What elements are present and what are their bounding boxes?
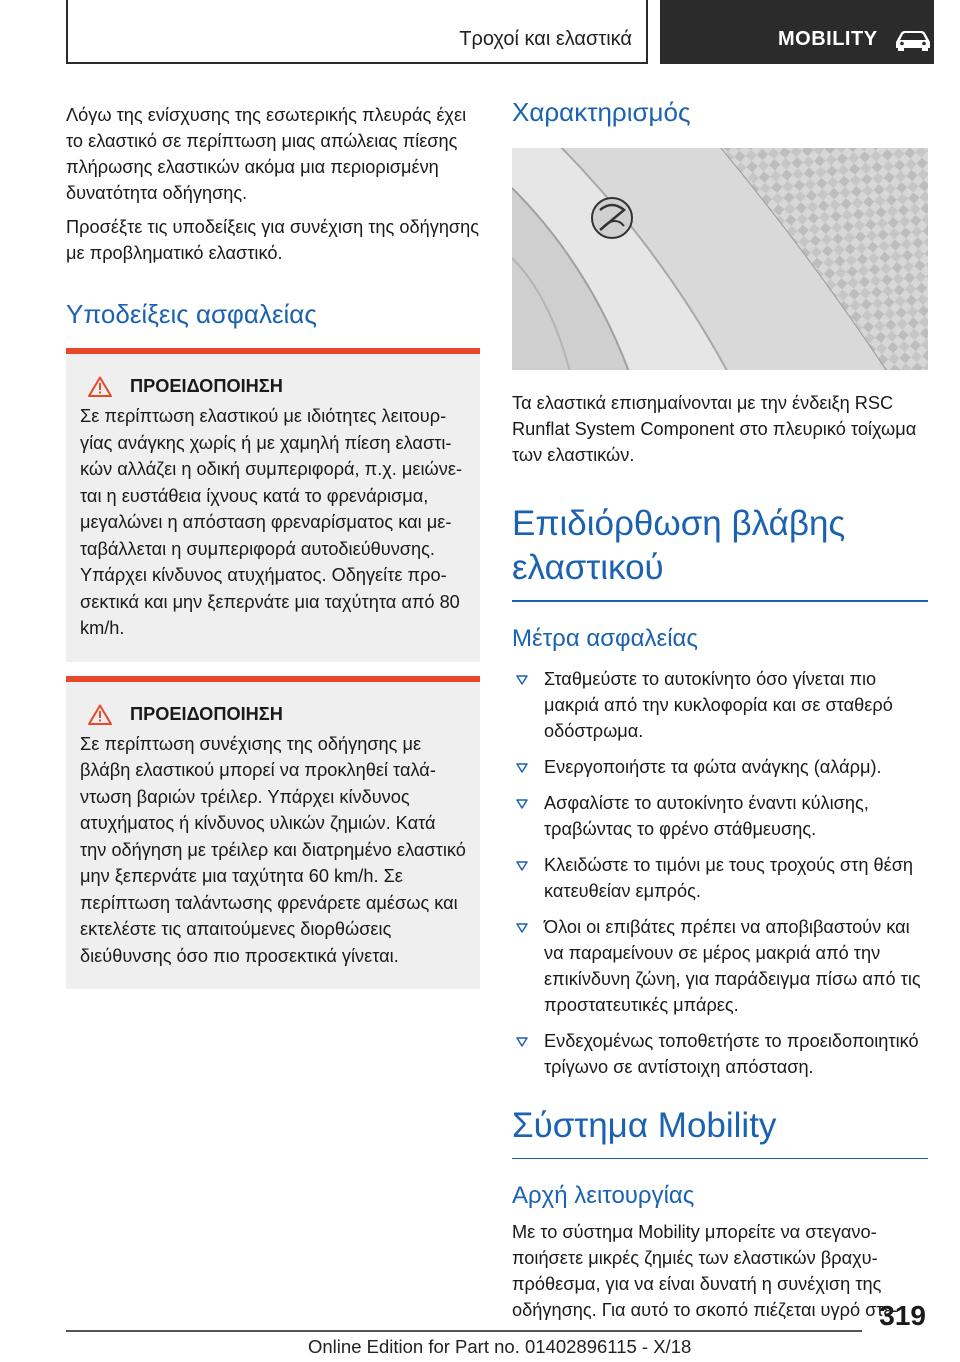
warning-box (66, 348, 480, 662)
chapter-title: MOBILITY (778, 28, 878, 50)
warning-triangle-icon (88, 376, 112, 397)
list-item (512, 790, 928, 842)
measure-text: Σταθμεύστε το αυτοκίνητο όσο γίνεται πιο μακριά από την κυκλοφορία και σε σταθερό οδόστρωμα. (544, 668, 893, 741)
warning-title: ΠΡΟΕΙΔΟΠΟΙΗΣΗ (130, 376, 283, 396)
warning-title: ΠΡΟΕΙΔΟΠΟΙΗΣΗ (130, 703, 283, 724)
left-column (66, 102, 480, 989)
triangle-bullet-icon (516, 763, 528, 773)
list-item (512, 914, 928, 1018)
list-item (512, 754, 928, 780)
list-item (512, 666, 928, 744)
list-item (512, 852, 928, 904)
marking-heading: Χαρακτηρισμός (512, 97, 691, 127)
safety-heading: Υποδείξεις ασφαλείας (66, 299, 317, 329)
warning-text: Σε περίπτωση συνέχισης της οδήγησης με βλάβη ελαστικού μπορεί να προκληθεί ταλάντωση βαριών τρέιλερ. Υπάρχει κίνδυνος ατυχήματος ή κίνδυνος υλικών ζημιών. Κατά την οδήγηση με τρέιλερ και διατρημένο ελαστικό μην ξεπερνάτε μια ταχύτητα 60 km/h. Σε περίπτωση ταλάντωσης φρενάρετε αμέσως και εκτελέστε τις απαιτούμενες διορθώσεις διεύθυνσης όσο πιο προσεκτικά γίνεται. (80, 733, 466, 966)
measures-heading: Μέτρα ασφαλείας (512, 624, 698, 652)
right-column (512, 96, 928, 1323)
header-section-box (66, 0, 648, 64)
triangle-bullet-icon (516, 861, 528, 871)
repair-heading: Επιδιόρθωση βλάβης ελαστικού (512, 504, 846, 587)
edition-text: Online Edition for Part no. 01402896115 - X/18 (308, 1336, 692, 1357)
principle-text: Με το σύστημα Mobility μπορείτε να στεγανοποιήσετε μικρές ζημιές των ελαστικών βραχυπρόθεσμα, για να είναι δυνατή η συνέχιση της οδήγησης. Για αυτό το σκοπό πιέζεται υγρό στε- (512, 1222, 898, 1320)
warning-box (66, 676, 480, 990)
warning-triangle-icon (88, 704, 112, 725)
warning-title-row (80, 704, 466, 725)
measure-text: Ενεργοποιήστε τα φώτα ανάγκης (αλάρμ). (544, 756, 882, 777)
footer-rule (66, 1330, 862, 1332)
page-number: 319 (879, 1300, 926, 1331)
measure-text: Ενδεχομένως τοποθετήστε το προειδοποιητικό τρίγωνο σε αντίστοιχη απόσταση. (544, 1030, 919, 1077)
principle-heading: Αρχή λειτουργίας (512, 1182, 695, 1209)
header-chapter-box (660, 0, 934, 64)
heading-rule (512, 600, 928, 602)
measures-list (512, 666, 928, 1080)
marking-text: Τα ελαστικά επισημαίνονται με την ένδειξη RSC Runflat System Component στο πλευρικό τοίχωμα των ελαστικών. (512, 393, 917, 465)
triangle-bullet-icon (516, 675, 528, 685)
triangle-bullet-icon (516, 923, 528, 933)
list-item (512, 1028, 928, 1080)
car-icon (892, 28, 934, 52)
measure-text: Όλοι οι επιβάτες πρέπει να αποβιβαστούν και να παραμείνουν σε μέρος μακριά από την επικίνδυνη ζώνη, για παράδειγμα πίσω από τις προστατευτικές μπάρες. (544, 916, 921, 1015)
tire-sidewall-image (512, 148, 928, 370)
warning-title-row (80, 376, 466, 397)
warning-text: Σε περίπτωση ελαστικού με ιδιότητες λειτουργίας ανάγκης χωρίς ή με χαμηλή πίεση ελαστικών αλλάζει η οδική συμπεριφορά, π.χ. μειώνεται η ευστάθεια ίχνους κατά το φρενάρισμα, μεγαλώνει η απόσταση φρεναρίσματος και μεταβάλλεται η συμπεριφορά αυτοδιεύθυνσης. Υπάρχει κίνδυνος ατυχήματος. Οδηγείτε προσεκτικά και μην ξεπερνάτε μια ταχύτητα από 80 km/h. (80, 406, 463, 638)
mobility-heading: Σύστημα Mobility (512, 1105, 777, 1145)
intro-paragraph: Λόγω της ενίσχυσης της εσωτερικής πλευράς έχει το ελαστικό σε περίπτωση μιας απώλειας πίεσης πλήρωσης ελαστικών ακόμα μια περιορισμένη δυνατότητα οδήγησης. (66, 105, 467, 203)
triangle-bullet-icon (516, 1037, 528, 1047)
measure-text: Κλειδώστε το τιμόνι με τους τροχούς στη θέση κατευθείαν εμπρός. (544, 854, 914, 901)
heading-rule (512, 1158, 928, 1160)
section-title: Τροχοί και ελαστικά (459, 28, 632, 50)
intro-paragraph: Προσέξτε τις υποδείξεις για συνέχιση της οδήγησης με προβληματικό ελαστικό. (66, 217, 480, 263)
tire-illustration (512, 148, 928, 370)
measure-text: Ασφαλίστε το αυτοκίνητο έναντι κύλισης, τραβώντας το φρένο στάθμευσης. (544, 792, 869, 839)
triangle-bullet-icon (516, 799, 528, 809)
